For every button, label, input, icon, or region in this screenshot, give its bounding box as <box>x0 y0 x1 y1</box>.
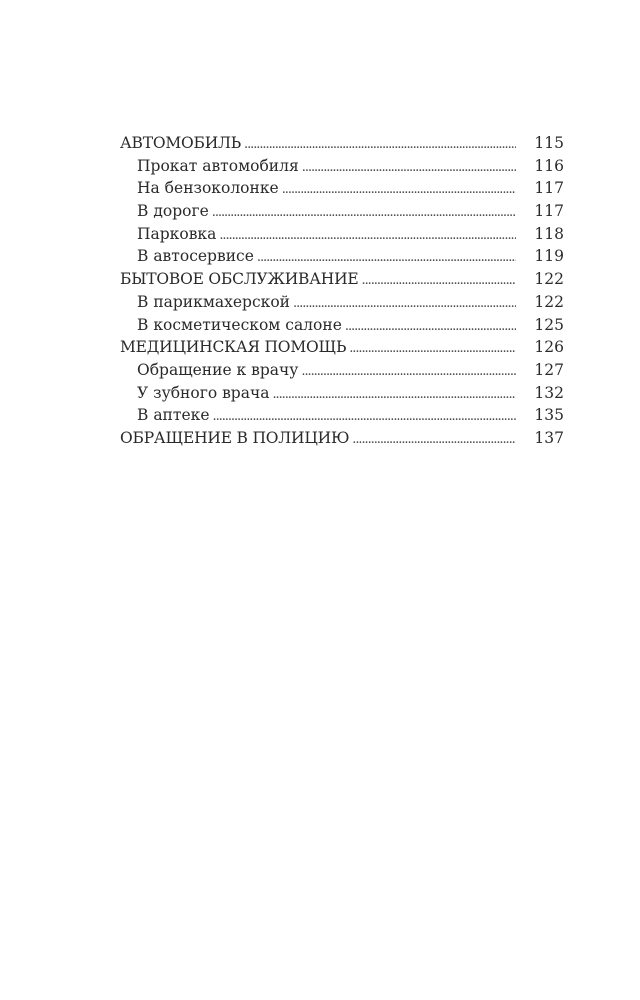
toc-subsection <box>120 225 564 248</box>
dot-leader <box>349 341 516 356</box>
toc-entry-title: ОБРАЩЕНИЕ В ПОЛИЦИЮ <box>120 428 350 447</box>
toc-page-number: 132 <box>534 383 564 402</box>
toc-entry-title: Обращение к врачу <box>137 360 299 379</box>
dot-leader <box>212 205 516 220</box>
toc-subsection <box>120 384 564 407</box>
toc-subsection <box>120 202 564 225</box>
toc-page-number: 126 <box>534 338 564 357</box>
toc-subsection <box>120 179 564 202</box>
dot-leader <box>302 160 516 175</box>
toc-page-number: 117 <box>534 202 564 221</box>
toc-section <box>120 429 564 452</box>
toc-page-number: 135 <box>534 406 564 425</box>
dot-leader <box>219 228 516 243</box>
dot-leader <box>352 432 516 447</box>
toc-entry-title: В автосервисе <box>137 247 254 266</box>
dot-leader <box>272 387 516 402</box>
toc-entry-title: У зубного врача <box>137 383 270 402</box>
toc-section <box>120 134 564 157</box>
dot-leader <box>213 409 517 424</box>
toc-section <box>120 338 564 361</box>
toc-page-number: 122 <box>534 270 564 289</box>
toc-subsection <box>120 293 564 316</box>
toc-entry-title: В дороге <box>137 202 209 221</box>
toc-page-number: 122 <box>534 292 564 311</box>
dot-leader <box>244 137 516 152</box>
toc-entry-title: АВТОМОБИЛЬ <box>120 134 242 152</box>
dot-leader <box>345 319 516 334</box>
toc-subsection <box>120 247 564 270</box>
table-of-contents <box>120 134 564 452</box>
toc-entry-title: В аптеке <box>137 406 210 425</box>
toc-subsection <box>120 316 564 339</box>
toc-entry-title: На бензоколонке <box>137 179 279 198</box>
toc-entry-title: В парикмахерской <box>137 292 290 311</box>
toc-entry-title: Прокат автомобиля <box>137 156 299 175</box>
dot-leader <box>293 296 516 311</box>
toc-page-number: 116 <box>534 156 564 175</box>
toc-page-number: 118 <box>534 224 564 243</box>
dot-leader <box>282 182 516 197</box>
dot-leader <box>257 250 516 265</box>
toc-page-number: 115 <box>534 134 564 152</box>
toc-page-number: 127 <box>534 360 564 379</box>
toc-entry-title: Парковка <box>137 224 217 243</box>
toc-entry-title: БЫТОВОЕ ОБСЛУЖИВАНИЕ <box>120 270 359 289</box>
toc-entry-title: В косметическом салоне <box>137 315 342 334</box>
toc-entry-title: МЕДИЦИНСКАЯ ПОМОЩЬ <box>120 338 347 357</box>
dot-leader <box>362 273 516 288</box>
toc-section <box>120 270 564 293</box>
toc-page-number: 117 <box>534 179 564 198</box>
toc-page-number: 119 <box>534 247 564 266</box>
toc-page-number: 137 <box>534 428 564 447</box>
dot-leader <box>301 364 516 379</box>
toc-subsection <box>120 157 564 180</box>
toc-page-number: 125 <box>534 315 564 334</box>
toc-subsection <box>120 361 564 384</box>
toc-subsection <box>120 406 564 429</box>
